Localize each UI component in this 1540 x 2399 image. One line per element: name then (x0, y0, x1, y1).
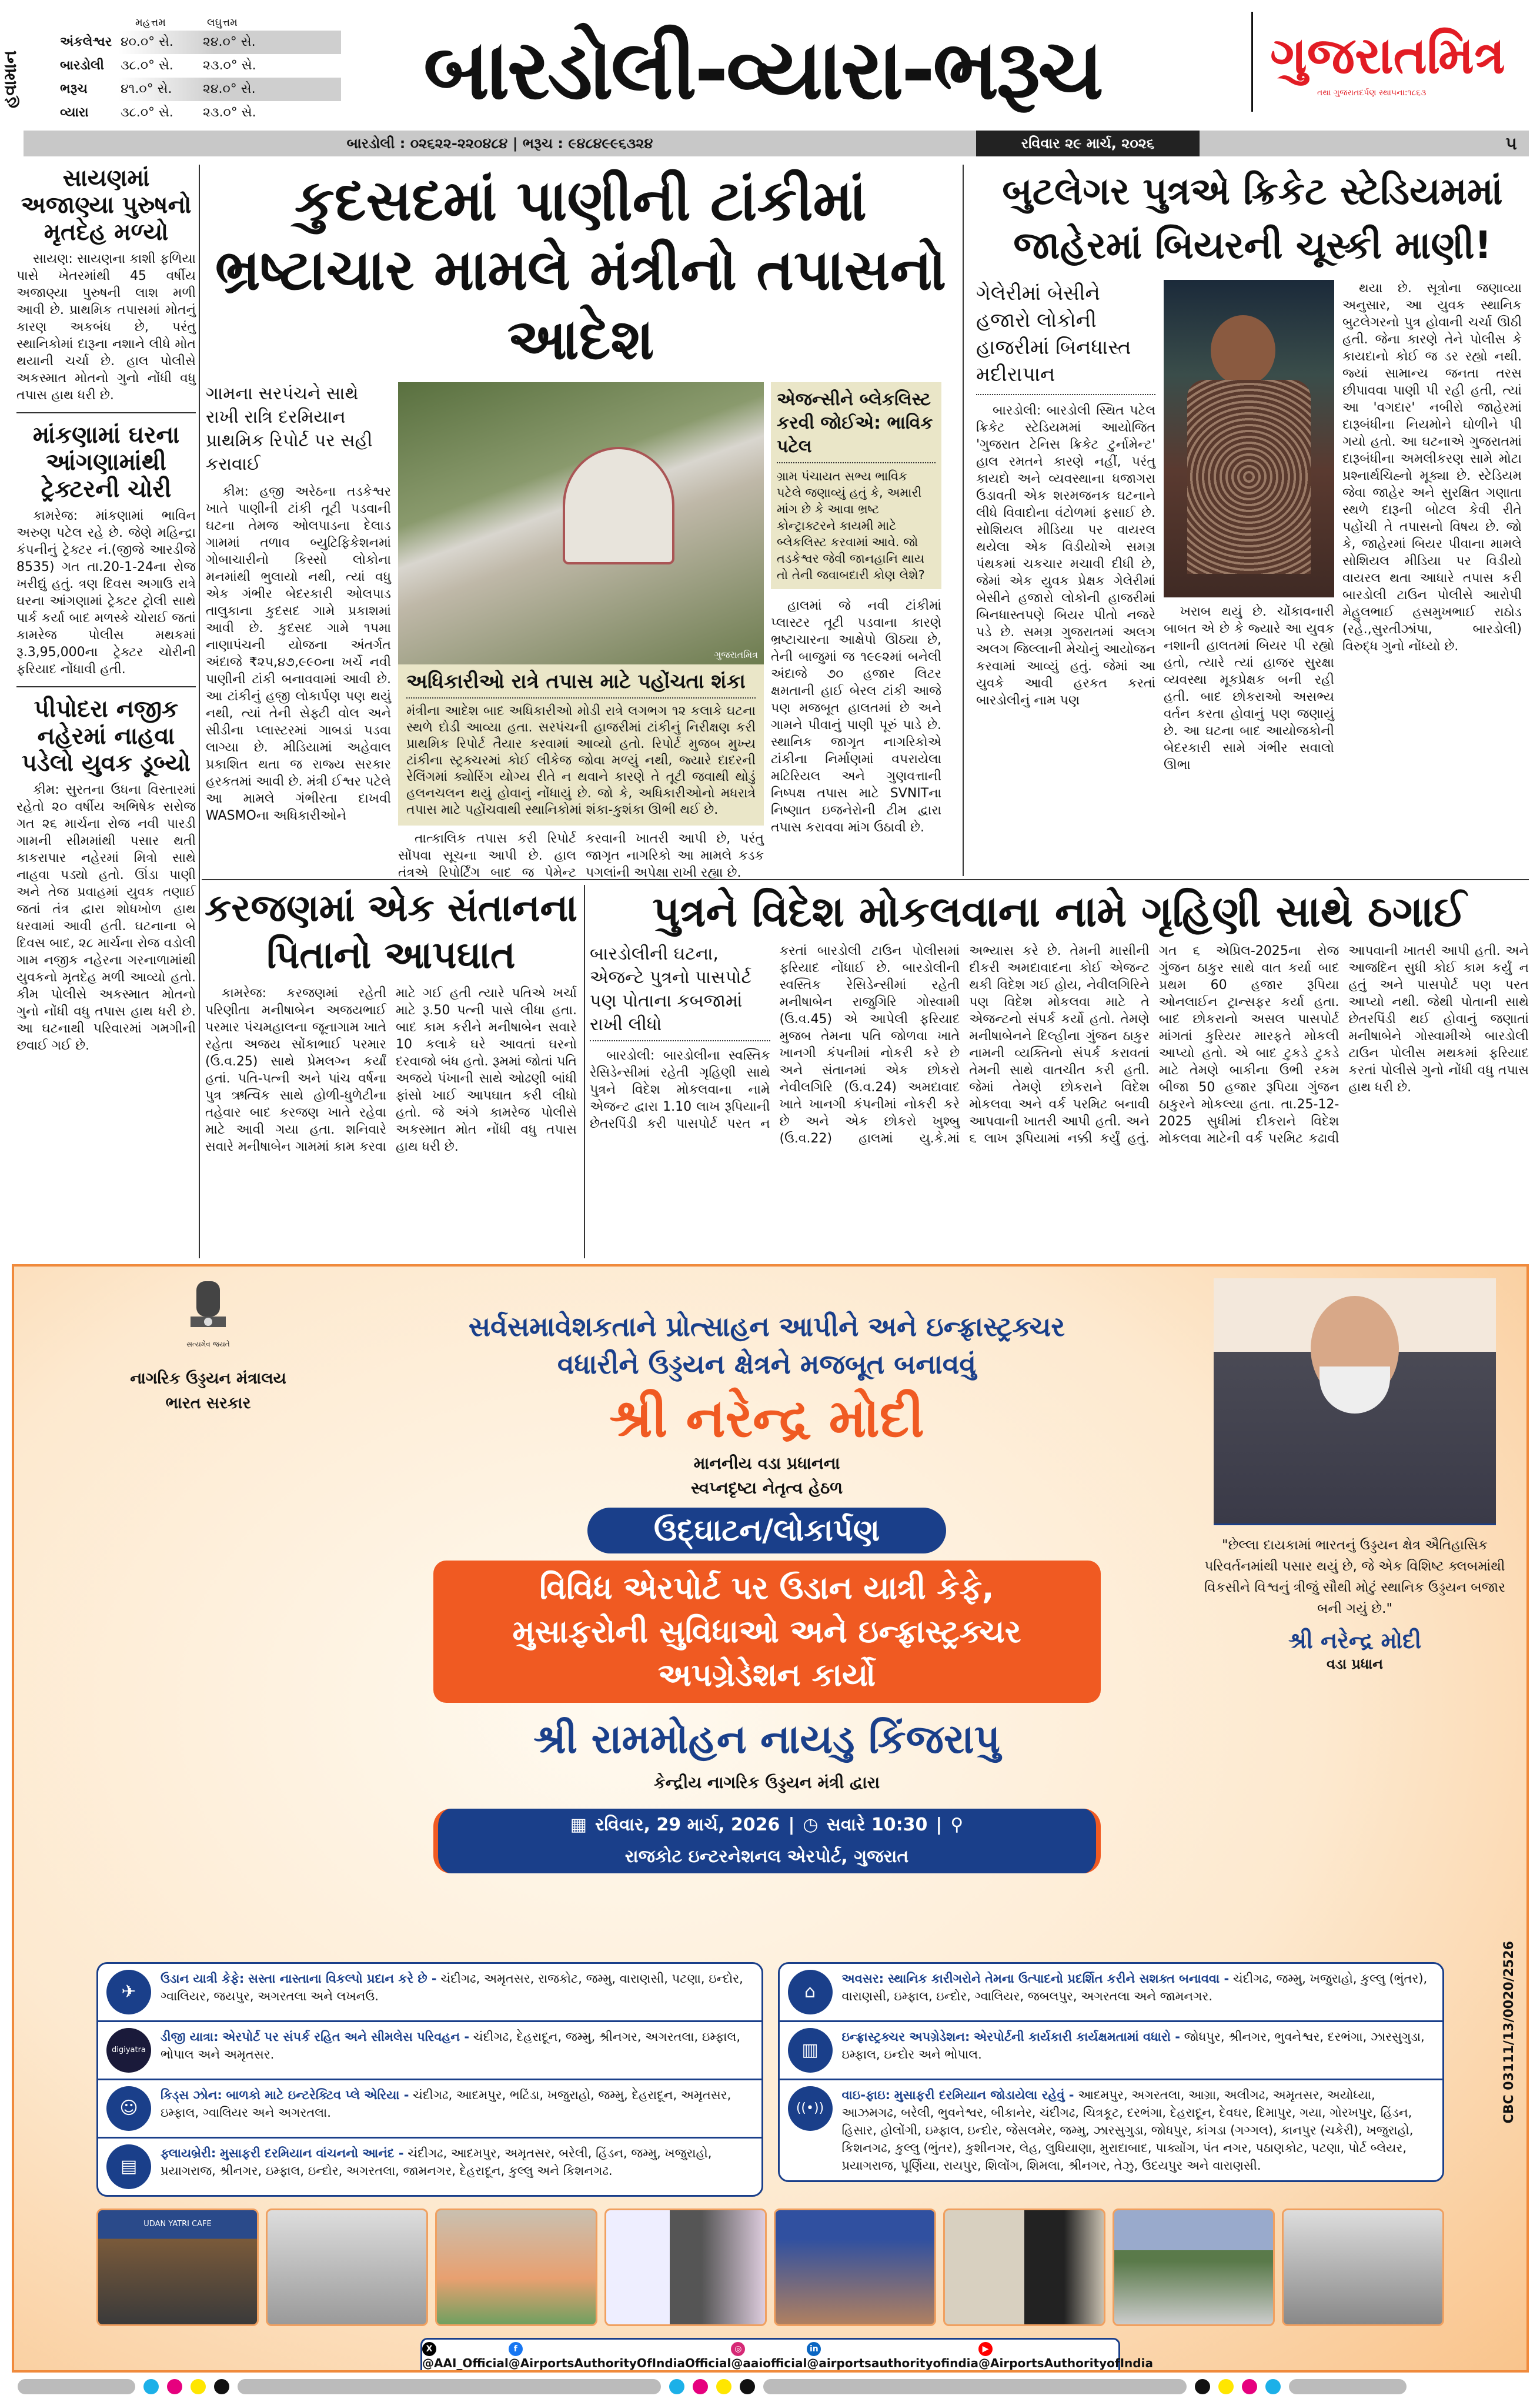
weather-max: ૪૧.૦° સે. (121, 82, 172, 96)
wifi-icon: ((•)) (788, 2086, 833, 2131)
facility-title: અવસર: (841, 1972, 884, 1986)
event-line: મુસાફરોની સુવિધાઓ અને ઇન્ફ્રાસ્ટ્રક્ચર (512, 1613, 1021, 1650)
left-column (16, 165, 196, 1054)
story-text: બારડોલી: બારડોલી સ્થિત પટેલ ક્રિકેટ સ્ટેડિયમમાં આયોજિત 'ગુજરાત ટેનિસ ક્રિકેટ ટુર્નામેન્ટ' હાલ રમતને કારણે નહીં, પરંતુ કાયદો અને વ્યવસ્થાના ધજાગરા ઉડાવતી એક શરમજનક ઘટનાને લીધે વિવાદોના વંટોળમાં ફસાઈ છે. સોશિયલ મીડિયા પર વાયરલ થયેલા એક વિડીયોએ સમગ્ર પંથકમાં ચકચાર મચાવી દીધી છે, જેમાં એક યુવક પ્રેક્ષક ગેલેરીમાં બેસીને હજારો લોકોની હાજરીમાં બિનધાસ્તપણે બિયર પીતો નજરે પડે છે. સમગ્ર ગુજરાતમાં અલગ અલગ જિલ્લાની મેચોનું આયોજન કરવામાં આવ્યું હતું. જેમાં આ યુવકે આવી હરકત કરતાં બારડોલીનું નામ પણ (976, 403, 1155, 708)
weather-col-min: લઘુત્તમ (206, 16, 238, 29)
terminal-photo (1282, 2208, 1444, 2326)
facility-desc: એરપોર્ટની કાર્યકારી કાર્યક્ષમતામાં વધારો - (974, 2030, 1180, 2044)
linkedin-icon: in (807, 2342, 821, 2356)
facility-title: ઉડાન યાત્રી કેફે: (161, 1972, 245, 1986)
handle: @airportsauthorityofindia (807, 2355, 978, 2370)
ministry-block (91, 1278, 326, 1416)
cbc-code: CBC 03111/13/0020/2526 (1502, 1940, 1516, 2123)
ministry-line: નાગરિક ઉડ્ડયન મંત્રાલય (130, 1369, 286, 1388)
ashoka-emblem-icon (182, 1278, 235, 1349)
right-story-body-2 (1164, 603, 1334, 774)
tagline-line: સર્વસમાવેશકતાને પ્રોત્સાહન આપીને અને ઇન્ફ્રાસ્ટ્રક્ચર (468, 1311, 1065, 1342)
ad-center (355, 1308, 1178, 1873)
weather-table (24, 15, 341, 125)
weather-max: ૪૦.૦° સે. (121, 35, 173, 49)
infrastructure-icon: ▥ (788, 2028, 833, 2073)
event-line: અપગ્રેડેશન કાર્યો (657, 1656, 876, 1693)
weather-city: બારડોલી (60, 58, 104, 73)
weather-min: ૨૪.૦° સે. (203, 35, 256, 49)
facility-desc: સ્થાનિક કારીગરોને તેમના ઉત્પાદનો પ્રદર્શિત કરીને સશક્ત બનાવવા - (887, 1972, 1230, 1986)
story-text: કીમ: સુરતના ઉધના વિસ્તારમાં રહેતો ૨૦ વર્ષીય અભિષેક સરોજ ગત ૨૬ માર્ચના રોજ નવી પારડી ગામની સીમમાંથી પસાર થતી કાકરાપાર નહેરમાં મિત્રો સાથે નાહવા પડ્યો હતો. ઊંડા પાણી અને તેજ પ્રવાહમાં યુવક તણાઈ જતાં તંત્ર દ્વારા શોધખોળ હાથ ધરવામાં આવી હતી. ઘટનાના બે દિવસ બાદ, ૨૮ માર્ચના રોજ વડોલી ગામ નજીક નહેરના ગરનાળામાંથી યુવકનો મૃતદેહ મળી આવ્યો હતો. કીમ પોલીસે અકસ્માત મોતનો ગુનો નોંધી વધુ તપાસ હાથ ધરી છે. આ ઘટનાથી પરિવારમાં ગમગીની છવાઈ ગઈ છે. (16, 783, 196, 1053)
handle: @AirportsAuthorityofIndia (978, 2355, 1153, 2370)
minister-name: શ્રી રામમોહન નાયડુ કિંજરાપુ (533, 1716, 1000, 1763)
section-rule (202, 879, 1529, 880)
right-story-subhead: ગેલેરીમાં બેસીને હજારો લોકોની હાજરીમાં બિનધાસ્ત મદીરાપાન (976, 280, 1155, 395)
digiyatra-gate-photo (266, 2208, 428, 2326)
weather-city: ભરૂચ (60, 82, 88, 96)
story-text: બારડોલી: બારડોલીના સ્વસ્તિક રેસિડેન્સીમાં રહેતી ગૃહિણી સાથે પુત્રને વિદેશ મોકલવાના નામે એજન્ટ દ્વારા 1.10 લાખ રૂપિયાની છેતરપિંડી કરી પાસપોર્ટ પરત ન કરતાં બારડોલી ટાઉન પોલીસમાં ફરિયાદ નોંધાઈ છે. બારડોલીની સ્વસ્તિક રેસિડેન્સીમાં રહેતી મનીષાબેન રાજુગિરિ ગોસ્વામી (ઉ.વ.45) એ આપેલી ફરિયાદ મુજબ તેમના પતિ જોળવા ખાતે ખાનગી કંપનીમાં નોકરી કરે છે અને સંતાનમાં એક છોકરો નેવીલગિરિ (ઉ.વ.24) અમદાવાદ ખાતે ખાનગી કંપનીમાં નોકરી કરે છે અને એક છોકરો ખુશ્બુ (ઉ.વ.22) હાલમાં યુ.કે.માં અભ્યાસ કરે છે. તેમની માસીની દીકરી અમદાવાદના કોઈ એજન્ટ થકી વિદેશ ગઈ હોય, નેવીલગિરિને પણ વિદેશ મોકલવા માટે તે એજન્ટનો સંપર્ક કર્યો હતો. તેમણે મનીષાબેનને દિલ્હીના ગુંજન ઠાકુર નામની વ્યક્તિનો સંપર્ક કરાવતાં તેમની સાથે વાતચીત કરી હતી. જેમાં તેમણે છોકરાને વિદેશ મોકલવા અને વર્ક પરમિટ બનાવી આપવાની ખાતરી આપી હતી. અને ૬ લાખ રૂપિયામાં નક્કી કર્યું હતું. ગત ૬ એપ્રિલ-2025ના રોજ ગુંજન ઠાકુર સાથે વાત કર્યા બાદ પ્રથમ 60 હજાર રૂપિયા ઓનલાઈન ટ્રાન્સફર કર્યા હતા. બાદ છોકરાનો અસલ પાસપોર્ટ માંગતાં કુરિયર મારફતે મોકલી આપ્યો હતો. એ બાદ ટુકડે ટુકડે માટે તેમણે બાકીના ઉભી રકમ બીજા 50 હજાર રૂપિયા ગુંજન ઠાકુરને મોકલ્યા હતા. તા.25-12-2025 સુધીમાં દીકરાને વિદેશ મોકલવા માટેની વર્ક પરમિટ કઢાવી આપવાની ખાતરી આપી હતી. અને આજદિન સુધી કોઈ કામ કર્યું ન હતું અને પાસપોર્ટ પણ પરત આપ્યો નથી. જેથી પોતાની સાથે છેતરપિંડી થઈ હોવાનું જણાતાં મનીષાબેને ગોસ્વામીએ બારડોલી ટાઉન પોલીસ મથકમાં ફરિયાદ કરતાં પોલીસે ગુનો નોંધી વધુ તપાસ હાથ ધરી છે. (590, 944, 1529, 1146)
ad-tagline (355, 1308, 1178, 1383)
sidebar-body: મંત્રીના આદેશ બાદ અધિકારીઓ મોડી રાત્રે લગભગ ૧૨ કલાકે ઘટના સ્થળે દોડી આવ્યા હતા. સરપંચની હાજરીમાં ટાંકીનું નિરીક્ષણ કરી પ્રાથમિક રિપોર્ટ તૈયાર કરવામાં આવ્યો હતો. રિપોર્ટ મુજબ મુખ્ય ટાંકીના સ્ટ્રક્ચરમાં કોઈ લીકેજ જોવા મળ્યું નથી, જ્યારે દાદરની રેલિંગમાં ક્યોરિંગ યોગ્ય રીતે ન થવાને કારણે તે તૂટી જવાથી થોડું હલનચલન થયું હોવાનું નોંધાયું છે. જો કે, અધિકારીઓનો મધરાત્રે તપાસ માટે પહોંચવાથી સ્થાનિકોમાં શંકા-કુશંકા ઊભી થઈ છે. (406, 704, 756, 817)
date-strip (24, 131, 1529, 156)
youtube-icon: ▶ (978, 2342, 993, 2356)
leader-name: શ્રી નરેન્દ્ર મોદી (609, 1388, 924, 1449)
handle: @AAI_Official (422, 2355, 509, 2370)
clock-icon: ◷ (803, 1815, 819, 1835)
pm-block (1193, 1278, 1516, 1673)
facility-places: ચંદીગઢ, આદમપુર, અમૃતસર, બરેલી, હિંડન, જમ્મુ, ખજુરાહો, પ્રયાગરાજ, શ્રીનગર, ઇમ્ફાલ, ઇન્દોર, અગરતલા, જામનગર, દેહરાદૂન, કુલ્લુ અને કિશનગઢ. (161, 2146, 712, 2178)
ad-bottom (96, 1962, 1444, 2370)
lead-col-3 (771, 382, 941, 836)
facility-list-left (96, 1962, 763, 2197)
facility-desc: મુસાફરી દરમિયાન વાંચનનો આનંદ - (219, 2146, 404, 2160)
weather-max: ૩૮.૦° સે. (121, 58, 173, 73)
weather-max: ૩૮.૦° સે. (121, 105, 173, 120)
lead-body-cont (398, 830, 764, 881)
karjan-story (203, 885, 579, 1155)
social-facebook[interactable] (509, 2340, 731, 2370)
facility-item (98, 2022, 761, 2080)
avsar-stall-photo (774, 2208, 936, 2326)
aai-advertisement (12, 1264, 1529, 2373)
right-story-body-3 (1342, 280, 1522, 655)
udan-cafe-photo (96, 2208, 259, 2326)
weather-col-max: મહત્તમ (135, 16, 166, 29)
weather-city: અંકલેશ્વર (60, 35, 112, 49)
facility-item (98, 1964, 761, 2022)
water-tank-photo (398, 382, 764, 664)
quote-box-title: એજન્સીને બ્લેકલિસ્ટ કરવી જોઈએ: ભાવિક પટેલ (777, 388, 936, 463)
karjan-headline: કરજણમાં એક સંતાનના પિતાનો આપઘાત (205, 887, 577, 977)
facility-desc: સસ્તા નાસ્તાના વિકલ્પો પ્રદાન કરે છે - (248, 1972, 437, 1986)
column-rule (963, 165, 964, 876)
event-details-bar: ▦ રવિવાર, 29 માર્ચ, 2026 | ◷ સવારે 10:30 | ⚲ રાજકોટ ઇન્ટરનેશનલ એરપોર્ટ, ગુજરાત (433, 1809, 1101, 1873)
facility-item (98, 2080, 761, 2139)
lead-body (206, 483, 391, 824)
lead-body-col (771, 597, 941, 836)
pm-quote-title: વડા પ્રધાન (1326, 1656, 1384, 1672)
facility-title: કિડ્સ ઝોન: (161, 2088, 222, 2102)
column-rule (199, 165, 200, 1258)
location-pin-icon: ⚲ (950, 1815, 964, 1835)
facility-title: ઇન્ફ્રાસ્ટ્રક્ચર અપગ્રેડેશન: (841, 2030, 970, 2044)
weather-city: વ્યારા (60, 105, 89, 120)
facebook-icon: f (509, 2342, 523, 2356)
weather-row (24, 31, 341, 54)
event-venue: રાજકોટ ઇન્ટરનેશનલ એરપોર્ટ, ગુજરાત (624, 1846, 909, 1867)
facility-places: આદમપુર, અગરતલા, આગ્રા, અલીગઢ, અમૃતસર, અયોધ્યા, આઝમગઢ, બરેલી, ભુવનેશ્વર, બીકાનેર, ચંદીગઢ, ચિત્રકૂટ, દરભંગા, દેહરાદૂન, દેવઘર, દિમાપુર, ગયા, ગોરખપુર, હિંડન, હિસાર, હોલોંગી, ઇમ્ફાલ, ઇન્દોર, જેસલમેર, જમ્મુ, ઝારસુગુડા, જોધપુર, કાંગડા (ગગ્ગલ), કાનપુર (ચકેરી), ખજુરાહો, કિશનગઢ, કુલ્લુ (ભુંતર), કુશીનગર, લેહ, લુધિયાણા, મુરાદાબાદ, પાક્યોંગ, પંત નગર, પઠાણકોટ, પટણા, પોર્ટ બ્લેયર, પ્રયાગરાજ, પૂર્ણિયા, રાયપુર, શિલોંગ, શિમલા, શ્રીનગર, તેઝુ, ઉદયપુર અને વારાણસી. (841, 2088, 1414, 2173)
karjan-body (203, 985, 579, 1155)
sidebar-title: અધિકારીઓ રાત્રે તપાસ માટે પહોંચતા શંકા (406, 669, 756, 699)
bootlegger-photo (1164, 280, 1334, 597)
quote-box-body: ગ્રામ પંચાયત સભ્ય ભાવિક પટેલે જણાવ્યું હતું કે, અમારી માંગ છે કે આવા ભ્રષ્ટ કોન્ટ્રાક્ટરને કાયમી માટે બ્લેકલિસ્ટ કરવામાં આવે. જો તડકેશ્વર જેવી જાનહાનિ થાય તો તેની જવાબદારી કોણ લેશે? (777, 469, 925, 582)
facility-desc: મુસાફરી દરમિયાન જોડાયેલા રહેવું - (894, 2088, 1074, 2102)
story-text: કામરેજ: કરજણમાં રહેતી પરિણીતા મનીષાબેન અજયભાઈ પરમાર પંચમહાલના જૂનાગામ ખાતે રહેતા અજય સોંકાભાઈ પરમાર (ઉ.વ.25) સાથે પ્રેમલગ્ન કર્યાં હતાં. પતિ-પત્ની અને પાંચ વર્ષના પુત્ર ઋત્વિક સાથે હોળી-ધુળેટીના તહેવાર બાદ કરજણ ખાતે રહેવા માટે આવી ગયા હતા. શનિવારે સવારે મનીષાબેન ગામમાં કામ કરવા માટે ગઈ હતી ત્યારે પતિએ ખર્ચા માટે રૂ.50 પત્ની પાસે લીધા હતા. બાદ કામ કરીને મનીષાબેન સવારે 10 કલાકે ઘરે આવતાં ઘરનો દરવાજો બંધ હતો. રૂમમાં જોતાં પતિ અજયે પંખાની સાથે ઓઢણી બાંધી ફાંસો ખાઈ આપઘાત કરી લીધો હતો. જે અંગે કામરેજ પોલીસે અકસ્માત મોત નોંધી વધુ તપાસ હાથ ધરી છે. (205, 986, 577, 1154)
calendar-icon: ▦ (570, 1815, 587, 1835)
issue-date: રવિવાર ૨૯ માર્ચ, ૨૦૨૬ (976, 131, 1200, 156)
social-youtube[interactable] (978, 2340, 1153, 2370)
lead-col-2 (398, 382, 764, 881)
emblem-motto: સત્યમેવ જયતે (186, 1340, 230, 1348)
facility-title: ફ્લાયબ્રેરી: (161, 2146, 216, 2160)
digiyatra-icon: digiyatra (106, 2028, 151, 2073)
social-instagram[interactable] (731, 2340, 807, 2370)
kids-zone-photo (435, 2208, 597, 2326)
handle: @aaiofficial (731, 2355, 807, 2370)
weather-min: ૨૪.૦° સે. (203, 82, 256, 96)
photo-sign: UDAN YATRI CAFE (143, 2220, 212, 2228)
handle: @AirportsAuthorityOfIndiaOfficial (508, 2355, 731, 2370)
right-col-1 (976, 280, 1155, 709)
pm-quote: "છેલ્લા દાયકામાં ભારતનું ઉડ્ડયન ક્ષેત્ર ઐતિહાસિક પરિવર્તનમાંથી પસાર થયું છે, જે એક વિશિષ્ટ ક્લબમાંથી વિકસીને વિશ્વનું ત્રીજું સૌથી મોટું સ્થાનિક ઉડ્ડયન બજાર બની ગયું છે." (1204, 1538, 1506, 1616)
facility-item (780, 2022, 1443, 2080)
social-x[interactable] (422, 2340, 509, 2370)
facility-places: જોધપુર, શ્રીનગર, ભુવનેશ્વર, દરભંગા, ઝારસુગુડા, ઇમ્ફાલ, ઇન્દોર અને ભોપાલ. (841, 2030, 1425, 2061)
facility-photos (96, 2208, 1444, 2326)
story-text: કીમ: હજી અરેઠના તડકેશ્વર ખાતે પાણીની ટાંકી તૂટી પડવાની ઘટના તેમજ ઓલપાડના દેલાડ ગામમાં તળાવ બ્યુટિફિકેશનમાં ગોબાચારીનો કિસ્સો લોકોના મનમાંથી ભુલાયો નથી, ત્યાં વધુ એક ગંભીર બેદરકારી ઓલપાડ તાલુકાના કુદસદ ગામે પ્રકાશમાં આવી છે. કુદસદ ગામે ૧૫મા નાણાપંચની યોજના અંતર્ગત અંદાજે ₹૨૫,૪૭,૯૯૦ના ખર્ચે નવી પાણીની ટાંકી બનાવવામાં આવી છે. આ ટાંકીનું હજી લોકાર્પણ પણ થયું નથી, ત્યાં તેની સેફ્ટી વોલ અને સીડીના પ્લાસ્ટરમાં ગાબડાં પડવા લાગ્યા છે. મીડિયામાં અહેવાલ પ્રકાશિત થતા જ રાજ્ય સરકાર હરકતમાં આવી છે. મંત્રી ઈશ્વર પટેલે આ મામલે ગંભીરતા દાખવી WASMOના અધિકારીઓને (206, 485, 391, 823)
flybrary-photo (604, 2208, 767, 2326)
social-handles (420, 2338, 1153, 2370)
story-text: થયા છે. સૂત્રોના જણાવ્યા અનુસાર, આ યુવક સ્થાનિક બુટલેગરનો પુત્ર હોવાની ચર્ચા ઊઠી હતી. જેના કારણે તેને પોલીસ કે કાયદાનો કોઈ જ ડર રહ્યો નથી. જ્યાં સામાન્ય જનતા તરસ છીપાવવા પાણી પી રહી હતી, ત્યાં આ 'વગદાર' નબીરો જાહેરમાં દારૂબંધીના નિયમોને ઘોળીને પી ગયો હતો. આ ઘટનાએ ગુજરાતમાં દારૂબંધીના અમલીકરણ સામે મોટા પ્રશ્નાર્થચિહ્નો મૂક્યા છે. સ્ટેડિયમ જેવા જાહેર અને સુરક્ષિત ગણાતા સ્થળે દારૂની બોટલ કેવી રીતે પહોંચી તે તપાસનો વિષય છે. જો કે, જાહેરમાં બિયર પીવાના મામલે સોશિયલ મીડિયા પર વિડીયો વાયરલ થતા આધારે તપાસ કરી બારડોલી ટાઉન પોલીસે આરોપી મેહુલભાઈ હસમુખભાઈ રાઠોડ (રહે.,સુરતીઝાંપા, બારડોલી) વિરુદ્ધ ગુનો નોંધ્યો છે. (1342, 281, 1522, 654)
story-body (16, 507, 196, 678)
event-box (433, 1561, 1101, 1703)
right-story (970, 165, 1529, 774)
lead-intro: ગામના સરપંચને સાથે રાખી રાત્રિ દરમિયાન પ્રાથમિક રિપોર્ટ પર સહી કરાવાઈ (206, 383, 373, 475)
right-story-body (976, 402, 1155, 709)
weather-row (24, 78, 341, 101)
facility-item (98, 2139, 761, 2195)
x-icon: X (422, 2342, 436, 2356)
story-headline: માંકણામાં ઘરના આંગણામાંથી ટ્રેક્ટરની ચોરી (32, 422, 180, 503)
photo-credit: ગુજરાતમિત્ર (714, 649, 758, 660)
weather-min: ૨૩.૦° સે. (203, 105, 256, 120)
fraud-subhead: બારડોલીની ઘટના, એજન્ટે પુત્રનો પાસપોર્ટ પણ પોતાના કબજામાં રાખી લીધો (590, 943, 770, 1041)
leader-lines (355, 1451, 1178, 1501)
udan-cafe-icon: ✈ (106, 1970, 151, 2014)
facility-list-right (778, 1962, 1445, 2182)
newspaper-logo-sub: તથા ગુજરાતદર્પણ સ્થાપના:૧૮૬૩ (1317, 88, 1427, 98)
lead-headline: કુદસદમાં પાણીની ટાંકીમાં ભ્રષ્ટાચાર મામલે મંત્રીનો તપાસનો આદેશ (215, 168, 947, 372)
right-col-3 (1342, 280, 1522, 655)
runway-photo (1113, 2208, 1275, 2326)
masthead-title: બારડોલી-વ્યારા-ભરૂચ (423, 22, 1101, 118)
column-rule (584, 885, 585, 1258)
leader-line: માનનીય વડા પ્રધાનના (693, 1454, 840, 1473)
story-body (16, 250, 196, 404)
lead-sidebar (398, 664, 764, 826)
event-time: સવારે 10:30 (826, 1815, 928, 1835)
facility-title: વાઇ-ફાઇ: (841, 2088, 890, 2102)
story-text: તાત્કાલિક તપાસ કરી રિપોર્ટ સોંપવા સૂચના આપી છે. હાલ તંત્રએ રિપોર્ટિંગ બાદ જ પેમેન્ટ કરવાની ખાતરી આપી છે, પરંતુ જાગૃત નાગરિકો આ મામલે કડક પગલાંની અપેક્ષા રાખી રહ્યા છે. (398, 831, 764, 880)
tagline-line: વધારીને ઉડ્ડયન ક્ષેત્રને મજબૂત બનાવવું (557, 1348, 977, 1380)
newspaper-logo: ગુજરાતમિત્ર (1270, 26, 1505, 85)
story-body (16, 781, 196, 1054)
minister-title: કેન્દ્રીય નાગરિક ઉડ્ડયન મંત્રી દ્વારા (653, 1773, 880, 1792)
masthead-divider (1251, 12, 1253, 112)
quote-box (771, 382, 941, 589)
fraud-body (590, 943, 1529, 1147)
right-story-headline: બુટલેગર પુત્રએ ક્રિકેટ સ્ટેડિયમમાં જાહેરમાં બિયરની ચૂસ્કી માણી! (1002, 170, 1503, 268)
story-text: ખરાબ થયું છે. ચોંકાવનારી બાબત એ છે કે જ્યારે આ યુવક નશાની હાલતમાં બિયર પી રહ્યો હતો, ત્યારે ત્યાં હાજર સુરક્ષા વ્યવસ્થા મૂકપ્રેક્ષક બની રહી હતી. બાદ છોકરાઓ અસભ્ય વર્તન કરતા હોવાનું પણ જણાયું છે. આ ઘટના બાદ આયોજકોની બેદરકારી સામે ગંભીર સવાલો ઊભા (1164, 604, 1334, 773)
right-col-2 (1164, 280, 1334, 774)
weather-min: ૨૩.૦° સે. (203, 58, 256, 73)
weather-row (24, 101, 341, 125)
facility-places: ચંદીગઢ, દેહરાદૂન, જમ્મુ, શ્રીનગર, અગરતલા, ઇમ્ફાલ, ભોપાલ અને અમૃતસર. (161, 2030, 741, 2061)
fraud-story (590, 885, 1529, 1147)
page-number: ૫ (1505, 133, 1517, 154)
facility-places: ચંદીગઢ, જમ્મુ, ખજુરાહો, કુલ્લુ (ભુંતર), વારાણસી, ઇમ્ફાલ, ઇન્દોર, ગ્વાલિયર, જબલપુર, અગરતલા અને જામનગર. (841, 1972, 1428, 2003)
craft-stall-icon: ⌂ (788, 1970, 833, 2014)
social-linkedin[interactable] (807, 2340, 978, 2370)
facility-places: ચંદીગઢ, અમૃતસર, રાજકોટ, જમ્મુ, વારાણસી, પટણા, ઇન્દોર, ગ્વાલિયર, જયપુર, અગરતલા અને લખનઉ. (161, 1972, 743, 2003)
story-headline: પીપોદરા નજીક નહેરમાં નાહવા પડેલો યુવક ડૂબ્યો (21, 696, 191, 777)
kids-zone-icon: ☺ (106, 2086, 151, 2131)
facility-item (780, 1964, 1443, 2022)
wifi-kiosk-photo (943, 2208, 1105, 2326)
event-line: વિવિધ એરપોર્ટ પર ઉડાન યાત્રી કેફે, (539, 1569, 994, 1606)
weather-label: હવામાન (0, 50, 21, 109)
story-text: સાયણ: સાયણના કાશી ફળિયા પાસે ખેતરમાંથી 45 વર્ષીય અજાણ્યા પુરુષની લાશ મળી આવી છે. પ્રાથમિક તપાસમાં મોતનું કારણ અકબંધ છે, પરંતુ સ્થાનિકોમાં દારૂના નશાને લીધે મોત થયાની ચર્ચા છે. હાલ પોલીસે અકસ્માત મોતનો ગુનો નોંધી વધુ તપાસ હાથ ધરી છે. (16, 252, 196, 403)
facility-item (780, 2080, 1443, 2180)
event-pill: ઉદ્ઘાટન/લોકાર્પણ (587, 1508, 946, 1553)
lead-col-1 (206, 382, 391, 824)
facility-title: ડીજી યાત્રા: (161, 2030, 219, 2044)
facility-desc: બાળકો માટે ઇન્ટરેક્ટિવ પ્લે એરિયા - (226, 2088, 409, 2102)
pm-portrait-photo (1214, 1278, 1496, 1525)
facility-places: ચંદીગઢ, આદમપુર, ભટિંડા, ખજુરાહો, જમ્મુ, દેહરાદૂન, અમૃતસર, ઇમ્ફાલ, ગ્વાલિયર અને અગરતલા. (161, 2088, 731, 2120)
weather-row (24, 54, 341, 78)
fraud-headline: પુત્રને વિદેશ મોકલવાના નામે ગૃહિણી સાથે ઠગાઈ (652, 887, 1466, 936)
event-date: રવિવાર, 29 માર્ચ, 2026 (595, 1815, 780, 1835)
pm-quote-name: શ્રી નરેન્દ્ર મોદી (1288, 1628, 1422, 1653)
story-headline: સાયણમાં અજાણ્યા પુરુષનો મૃતદેહ મળ્યો (21, 165, 192, 246)
ministry-line: ભારત સરકાર (165, 1394, 251, 1412)
story-text: હાલમાં જે નવી ટાંકીમાં પ્લાસ્ટર તૂટી પડવાના કારણે ભ્રષ્ટાચારના આક્ષેપો ઊઠ્યા છે, તેની બાજુમાં જ ૧૯૯૨માં બનેલી અંદાજે ૭૦ હજાર લિટર ક્ષમતાની હાઈ બેરલ ટાંકી આજે પણ મજબૂત હાલતમાં છે અને ગામને પીવાનું પાણી પૂરું પાડે છે. સ્થાનિક જાગૃત નાગરિકોએ ટાંકીના નિર્માણમાં વપરાયેલા મટિરિયલ અને ગુણવત્તાની નિષ્પક્ષ તપાસ માટે SVNITના નિષ્ણાત ઇજનેરોની ટીમ દ્વારા તપાસ કરાવવા માંગ ઉઠાવી છે. (771, 599, 941, 835)
story-text: કામરેજ: માંકણામાં ભાવિન અરુણ પટેલ રહે છે. જેણે મહિન્દ્રા કંપનીનું ટ્રેક્ટર નં.(જીજે આરડીજે 8535) ગત તા.20-1-24ના રોજ ખરીદ્યું હતું. ત્રણ દિવસ અગાઉ રાત્રે ઘરના આંગણામાં ટ્રેક્ટર ટ્રોલી સાથે પાર્ક કર્યા બાદ મળસ્કે ચોરાઈ જતાં કામરેજ પોલીસ મથકમાં રૂ.3,95,000ના ટ્રેક્ટર ચોરીની ફરિયાદ નોંધાવી હતી. (16, 509, 196, 677)
bookshelf-icon: ▤ (106, 2144, 151, 2189)
phone-numbers: બારડોલી : ૦૨૬૨૨-૨૨૦૪૮૪ | ભરૂચ : ૯૪૮૪૯૯૬૩૨૪ (346, 135, 653, 152)
leader-line: સ્વપ્નદૃષ્ટા નેતૃત્વ હેઠળ (690, 1478, 843, 1498)
instagram-icon: ◎ (731, 2342, 745, 2356)
lead-story (206, 166, 956, 881)
ministry-name (91, 1366, 326, 1416)
facility-desc: એરપોર્ટ પર સંપર્ક રહિત અને સીમલેસ પરિવહન - (222, 2030, 470, 2044)
print-registration-bar (18, 2378, 1523, 2395)
